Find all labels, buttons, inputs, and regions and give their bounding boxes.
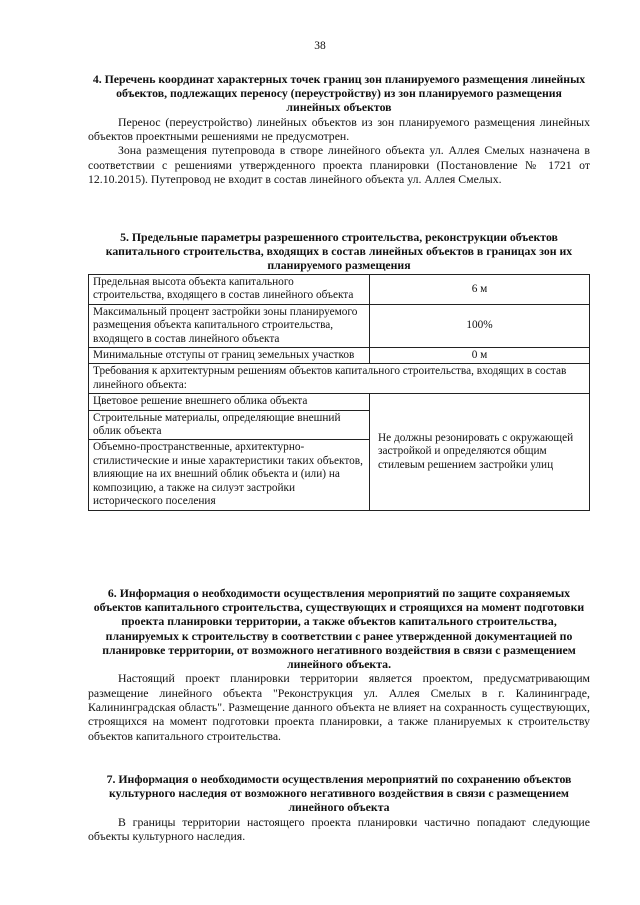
param-cell: Минимальные отступы от границ земельных участков	[89, 348, 370, 364]
arch-param-cell: Цветовое решение внешнего облика объекта	[89, 394, 370, 410]
table-row	[89, 275, 590, 305]
table-row	[89, 348, 590, 364]
arch-param-cell: Строительные материалы, определяющие внешний облик объекта	[89, 410, 370, 440]
value-cell: 0 м	[370, 348, 590, 364]
section-5-heading: 5. Предельные параметры разрешенного строительства, реконструкции объектов капитального строительства, входящих в состав линейных объектов в границах зон их планируемого размещения	[105, 230, 573, 273]
section-4-paragraph-2: Зона размещения путепровода в створе линейного объекта ул. Аллея Смелых назначена в соответствии с решениями утвержденного проекта планировки (Постановление № 1721 от 12.10.2015). Путепровод не входит в состав линейного объекта ул. Аллея Смелых.	[88, 143, 590, 187]
table-row	[89, 394, 590, 410]
value-cell: 100%	[370, 304, 590, 347]
section-4	[88, 72, 590, 187]
section-6	[88, 586, 590, 743]
section-7-heading: 7. Информация о необходимости осуществления мероприятий по сохранению объектов культурного наследия от возможного негативного воздействия в связи с размещением линейного объекта	[106, 772, 572, 815]
page-number: 38	[314, 40, 326, 52]
value-cell: 6 м	[370, 275, 590, 305]
arch-value-cell: Не должны резонировать с окружающей застройкой и определяются общим стилевым решением застройки улиц	[370, 394, 590, 510]
section-4-paragraph-1: Перенос (переустройство) линейных объектов из зон планируемого размещения линейных объектов проектными решениями не предусмотрен.	[88, 114, 590, 144]
section-7-paragraph: В границы территории настоящего проекта планировки частично попадают следующие объекты культурного наследия.	[88, 814, 590, 844]
table-row	[89, 364, 590, 394]
section-6-paragraph: Настоящий проект планировки территории является проектом, предусматривающим размещение линейного объекта "Реконструкция ул. Аллея Смелых в г. Калининграде, Калининградская область". Размещение данного объекта не влияет на сохранность существующих, строящихся на момент подготовки проекта планировки, а также планируемых к строительству объектов капитального строительства.	[88, 671, 590, 743]
section-6-heading: 6. Информация о необходимости осуществления мероприятий по защите сохраняемых объектов капитального строительства, существующих и строящихся на момент подготовки проекта планировки территории, а также объектов капитального строительства, планируемых к строительству в соответствии с ранее утвержденной документацией по планировке территории, от возможного негативного воздействия в связи с размещением линейного объекта.	[93, 586, 585, 672]
parameters-table	[88, 274, 590, 511]
arch-param-cell: Объемно-пространственные, архитектурно-стилистические и иные характеристики таких объектов, влияющие на их внешний облик объекта и (или) на композицию, а также на силуэт застройки исторического поселения	[89, 440, 370, 510]
table-row	[89, 304, 590, 347]
section-7	[88, 772, 590, 843]
section-5	[88, 230, 590, 273]
param-cell: Предельная высота объекта капитального строительства, входящего в состав линейного объекта	[89, 275, 370, 305]
arch-requirements-cell: Требования к архитектурным решениям объектов капитального строительства, входящих в состав линейного объекта:	[89, 364, 590, 394]
section-4-heading: 4. Перечень координат характерных точек границ зон планируемого размещения линейных объектов, подлежащих переносу (переустройству) из зон планируемого размещения линейных объектов	[92, 72, 586, 115]
param-cell: Максимальный процент застройки зоны планируемого размещения объекта капитального строительства, входящего в состав линейного объекта	[89, 304, 370, 347]
